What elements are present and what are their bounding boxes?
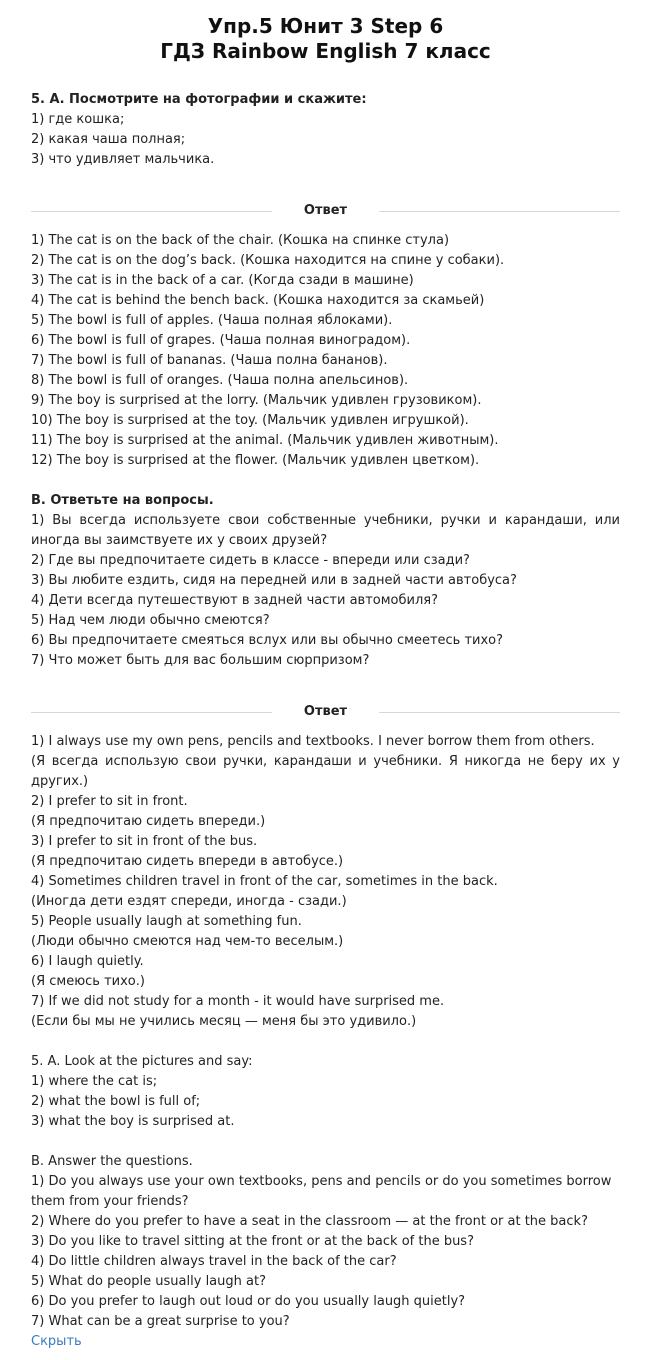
original-a-item: 3) what the boy is surprised at. <box>31 1114 235 1129</box>
answer-label: Ответ <box>303 704 348 719</box>
answer-line: 1) I always use my own pens, pencils and textbooks. I never borrow them from others. <box>31 734 595 749</box>
task-a-item: 1) где кошка; <box>31 112 125 127</box>
task-b-item: 4) Дети всегда путешествуют в задней части автомобиля? <box>31 593 438 608</box>
task-b-item: 5) Над чем люди обычно смеются? <box>31 613 270 628</box>
title-line-1: Упр.5 Юнит 3 Step 6 <box>207 14 444 38</box>
original-b-item: 1) Do you always use your own textbooks, pens and pencils or do you sometimes borrow them from your friends? <box>31 1174 612 1209</box>
hide-link[interactable]: Скрыть <box>31 1334 82 1349</box>
task-a-item: 2) какая чаша полная; <box>31 132 186 147</box>
answer-line: 8) The bowl is full of oranges. (Чаша полна апельсинов). <box>31 373 409 388</box>
original-b-item: 4) Do little children always travel in the back of the car? <box>31 1254 397 1269</box>
divider-line <box>31 712 272 713</box>
answer-line: 12) The boy is surprised at the flower. (Мальчик удивлен цветком). <box>31 453 480 468</box>
task-b-item: 7) Что может быть для вас большим сюрпризом? <box>31 653 370 668</box>
answer-line: (Я предпочитаю сидеть впереди в автобусе.) <box>31 854 344 869</box>
divider-line <box>379 211 620 212</box>
original-b-item: 7) What can be a great surprise to you? <box>31 1314 290 1329</box>
task-b-item: 2) Где вы предпочитаете сидеть в классе - впереди или сзади? <box>31 553 470 568</box>
answer-line: 4) Sometimes children travel in front of the car, sometimes in the back. <box>31 874 498 889</box>
answer-line: 11) The boy is surprised at the animal. (Мальчик удивлен животным). <box>31 433 499 448</box>
original-b-item: 2) Where do you prefer to have a seat in the classroom — at the front or at the back? <box>31 1214 588 1229</box>
answer-line: 6) The bowl is full of grapes. (Чаша полная виноградом). <box>31 333 411 348</box>
answer-line: 7) If we did not study for a month - it would have surprised me. <box>31 994 445 1009</box>
original-b-heading: B. Answer the questions. <box>31 1154 193 1169</box>
answer-line: (Люди обычно смеются над чем-то веселым.) <box>31 934 344 949</box>
task-b-heading: B. Ответьте на вопросы. <box>31 493 214 508</box>
task-a-item: 3) что удивляет мальчика. <box>31 152 215 167</box>
answer-line: 5) People usually laugh at something fun. <box>31 914 302 929</box>
original-task-b <box>31 1152 620 1332</box>
original-b-item: 5) What do people usually laugh at? <box>31 1274 266 1289</box>
task-b-item: 3) Вы любите ездить, сидя на передней или в задней части автобуса? <box>31 573 517 588</box>
task-a-russian <box>31 90 620 170</box>
answer-line: 2) I prefer to sit in front. <box>31 794 188 809</box>
divider-line <box>379 712 620 713</box>
answer-line: 3) The cat is in the back of a car. (Когда сзади в машине) <box>31 273 414 288</box>
task-b-item: 6) Вы предпочитаете смеяться вслух или вы обычно смеетесь тихо? <box>31 633 504 648</box>
original-b-item: 3) Do you like to travel sitting at the front or at the back of the bus? <box>31 1234 474 1249</box>
answer-divider-1 <box>31 201 620 221</box>
answer-line: 3) I prefer to sit in front of the bus. <box>31 834 258 849</box>
answer-line: 9) The boy is surprised at the lorry. (Мальчик удивлен грузовиком). <box>31 393 482 408</box>
answer-label: Ответ <box>303 203 348 218</box>
answer-line: 6) I laugh quietly. <box>31 954 144 969</box>
original-task-a <box>31 1052 620 1132</box>
original-a-item: 1) where the cat is; <box>31 1074 158 1089</box>
original-b-item: 6) Do you prefer to laugh out loud or do you usually laugh quietly? <box>31 1294 466 1309</box>
answer-line: (Я предпочитаю сидеть впереди.) <box>31 814 266 829</box>
answer-line: (Если бы мы не учились месяц — меня бы это удивило.) <box>31 1014 417 1029</box>
answer-line: 10) The boy is surprised at the toy. (Мальчик удивлен игрушкой). <box>31 413 469 428</box>
task-b-russian <box>31 491 620 671</box>
answer-line: 1) The cat is on the back of the chair. (Кошка на спинке стула) <box>31 233 450 248</box>
answer-line: 7) The bowl is full of bananas. (Чаша полна бананов). <box>31 353 388 368</box>
original-a-heading: 5. A. Look at the pictures and say: <box>31 1054 253 1069</box>
answer-line: 5) The bowl is full of apples. (Чаша полная яблоками). <box>31 313 393 328</box>
answer-line: (Иногда дети ездят спереди, иногда - сзади.) <box>31 894 347 909</box>
answer-line: (Я всегда использую свои ручки, карандаши и учебники. Я никогда не беру их у других.) <box>31 754 620 789</box>
answer-divider-2 <box>31 702 620 722</box>
answer-line: (Я смеюсь тихо.) <box>31 974 145 989</box>
answer-line: 2) The cat is on the dog’s back. (Кошка находится на спине у собаки). <box>31 253 505 268</box>
task-b-item: 1) Вы всегда используете свои собственные учебники, ручки и карандаши, или иногда вы заимствуете их у своих друзей? <box>31 513 620 548</box>
original-a-item: 2) what the bowl is full of; <box>31 1094 201 1109</box>
title-line-2: ГДЗ Rainbow English 7 класс <box>160 39 491 63</box>
divider-line <box>31 211 272 212</box>
answers-a <box>31 231 620 471</box>
task-a-heading: 5. А. Посмотрите на фотографии и скажите: <box>31 92 367 107</box>
page-title <box>31 14 620 64</box>
answers-b <box>31 732 620 1032</box>
answer-line: 4) The cat is behind the bench back. (Кошка находится за скамьей) <box>31 293 485 308</box>
